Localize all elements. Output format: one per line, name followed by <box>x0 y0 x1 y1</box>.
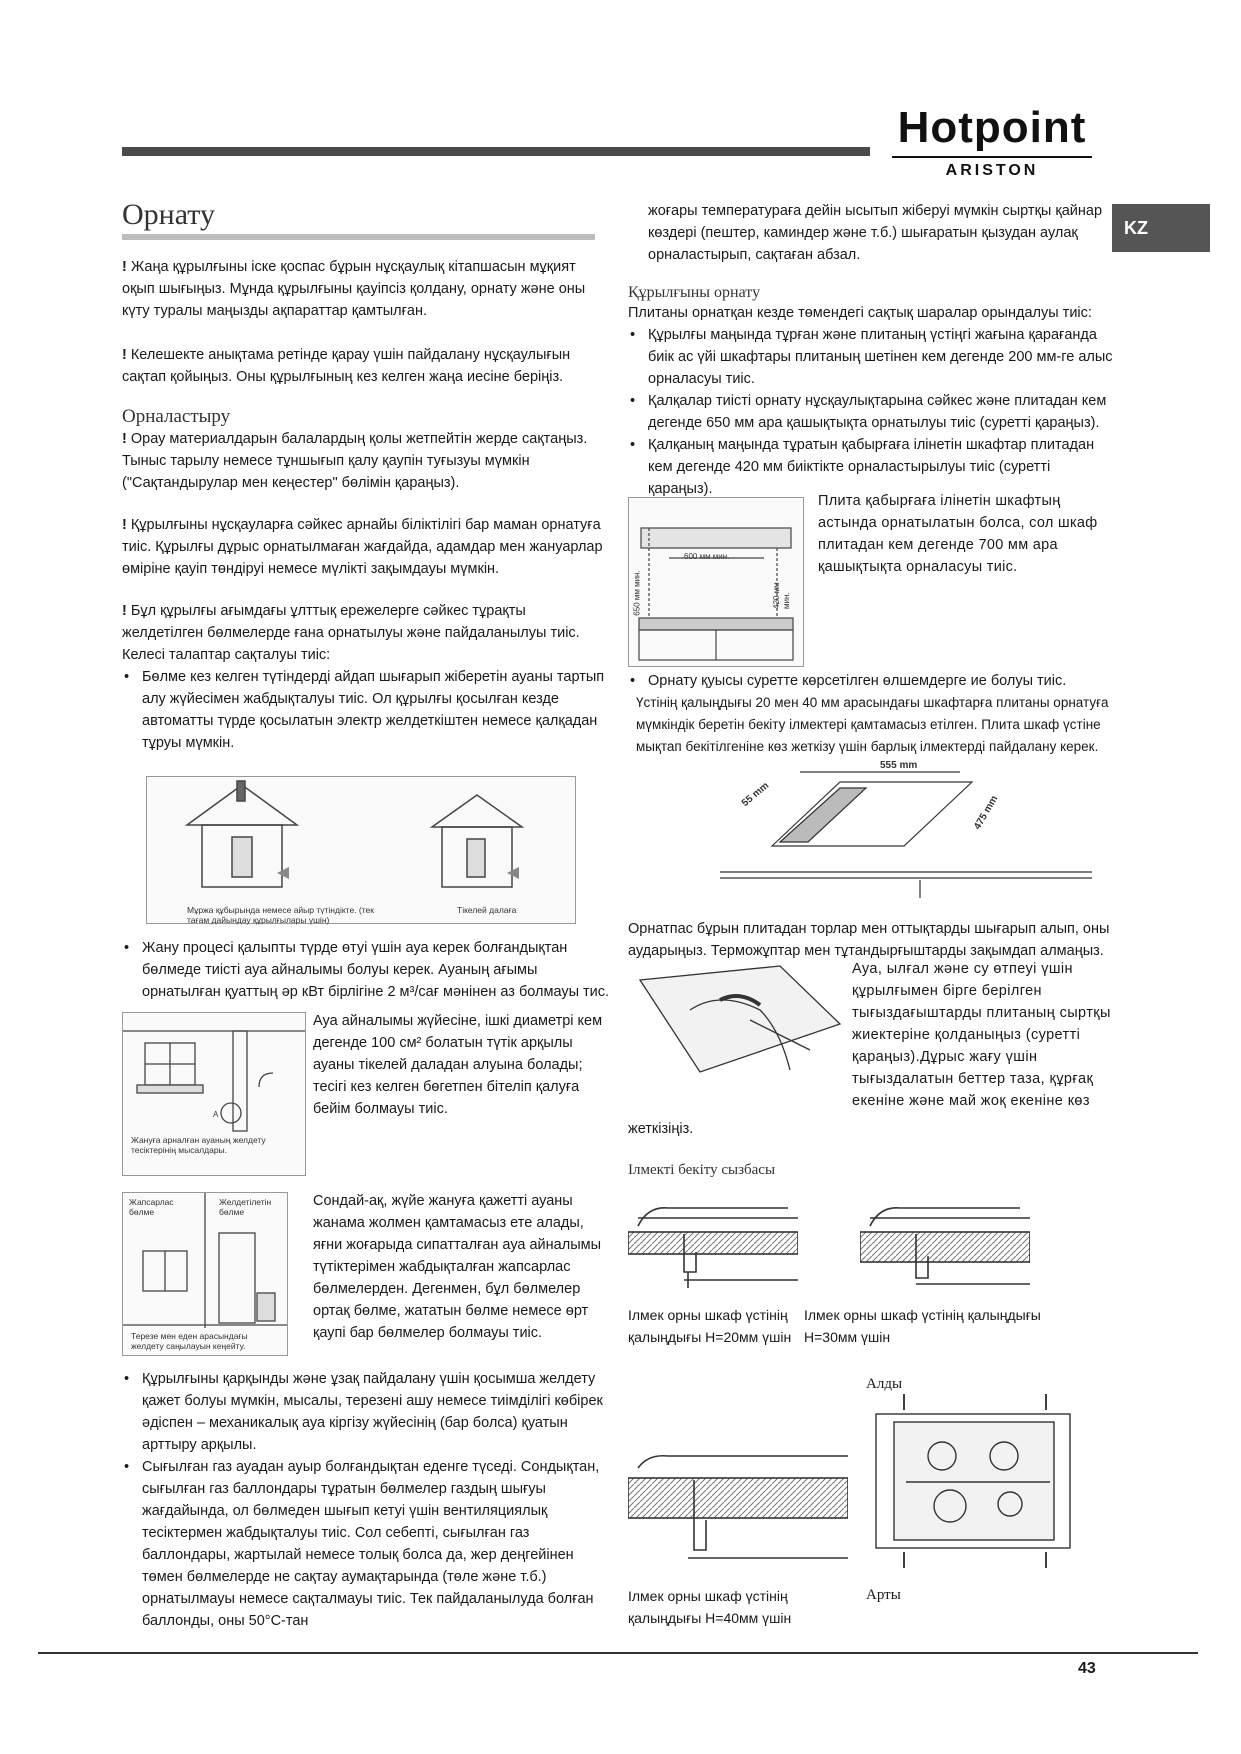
dim-555: 555 mm <box>880 760 918 771</box>
cutout-bullet: • Орнату қуысы суретте көрсетілген өлшемдерге ие болуы тиіс. <box>628 670 1118 692</box>
placement-2: ! Құрылғыны нұсқауларға сәйкес арнайы біліктілігі бар маман орнатуға тиіс. Құрылғы дұрыс орнатылмаған жағдайда, адамдар мен жануарлар өміріне қауіп төндіруі немесе мүлікті зақымдауы мүмкін. <box>122 517 603 577</box>
svg-text:A: A <box>213 1110 219 1119</box>
intro-2: ! Келешекте анықтама ретінде қарау үшін пайдалану нұсқаулығын сақтап қойыңыз. Оны құрылғының кез келген жаңа иесіне беріңіз. <box>122 347 571 385</box>
houses-diagram <box>147 777 575 923</box>
brand-name: Hotpoint <box>897 103 1087 152</box>
air-vent-figure <box>122 1012 306 1176</box>
wall-cabinet-text <box>818 490 1118 578</box>
clearance-figure <box>628 497 804 667</box>
hook-40-text: Ілмек орны шкаф үстінің қалыңдығы H=40мм үшін <box>628 1588 792 1626</box>
install-title: Құрылғыны орнату <box>628 284 761 301</box>
adjacent-room-figure <box>122 1192 288 1356</box>
intro-1: ! Жаңа құрылғыны іске қоспас бұрын нұсқаулық кітапшасын мұқият оқып шығыңыз. Мұнда құрылғыны қауіпсіз қолдану, орнату және оны күту туралы маңызды ақпараттар қамтылған. <box>122 259 586 319</box>
hook-diagram-20 <box>628 1196 798 1300</box>
install-bullet-1: • Құрылғы маңында тұрған және плитаның үстіңгі жағына қарағанда биік ас үйі шкафтары плитаның шетінен кем дегенде 200 мм-ге алыс орналасуы тиіс. <box>628 324 1118 390</box>
cutout-section <box>628 670 1118 758</box>
hook-title-block <box>628 1162 928 1179</box>
air-text <box>313 1010 610 1120</box>
hook-diagram-30 <box>860 1196 1030 1300</box>
placement-1: ! Орау материалдарын балалардың қолы жетпейтін жерде сақтаңыз. Тыныс тарылу немесе тұншығып қалу қаупін туғызуы мүмкін ("Сақтандырулар мен кеңестер" бөлімін қараңыз). <box>122 431 588 491</box>
hook-20-diagram <box>628 1196 798 1300</box>
hook-30-text: Ілмек орны шкаф үстінің қалыңдығы H=30мм үшін <box>804 1307 1041 1345</box>
dim-420: 420 мм мин. <box>772 582 791 609</box>
page-title <box>122 196 595 240</box>
hook-caption-20 <box>628 1304 798 1348</box>
brand-logo <box>872 103 1112 180</box>
placement-title: Орналастыру <box>122 406 231 427</box>
dim-650: 650 мм мин. <box>632 570 642 616</box>
install-bullet-3: • Қалқаның маңында тұратын қабырғаға ілінетін шкафтар плитадан кем дегенде 420 мм биіктікте орналастырылуы тиіс (суретті қараңыз). <box>628 434 1118 500</box>
seal-text-block <box>852 958 1118 1112</box>
bullet-4: • Сығылған газ ауадан ауыр болғандықтан еденге түседі. Сондықтан, сығылған газ баллондары тұратын бөлмелер газдың шығуы жағдайында, ол бөлмеден шығып кетуі үшін вентиляциялық тесіктермен жабдықталуы тиіс. Сол себепті, сығылған газ баллондары, жартылай немесе толық болса да, жер деңгейінен төмен бөлмелерде не сақтау аумақтарында (төле және т.б.) орнатылмауы немесе сақталмауы тиіс. Тек пайдаланылуда болған баллонды, оны 50°С-тан <box>122 1456 610 1632</box>
hook-20-text: Ілмек орны шкаф үстінің қалыңдығы H=20мм үшін <box>628 1307 792 1345</box>
language-tab <box>1112 204 1210 252</box>
dim-55: 55 mm <box>739 780 772 810</box>
dim-475: 475 mm <box>972 793 1001 832</box>
hook-caption-40 <box>628 1585 798 1629</box>
hob-bottom-diagram <box>870 1392 1076 1570</box>
hook-30-diagram <box>860 1196 1030 1300</box>
left-column <box>122 256 610 754</box>
before-install <box>628 918 1118 962</box>
hook-caption-30 <box>804 1304 1044 1348</box>
cutout-figure <box>720 760 1092 902</box>
fig3-caption-c: Терезе мен еден арасындағы желдету саңылауын кеңейту. <box>131 1331 248 1351</box>
cutout-text: Үстінің қалыңдығы 20 мен 40 мм арасындағы шкафтарға плитаны орнатуға мүмкіндік беретін бекіту ілмектері қамтамасыз етілген. Плита шкаф үстіне мықтап бекітілгеніне көз жеткізу үшін барлық ілмектерді пайдалану керек. <box>636 695 1109 754</box>
cutout-diagram <box>720 760 1092 902</box>
dim-600: 600 мм мин. <box>684 552 730 561</box>
hook-diagram-40 <box>628 1448 848 1588</box>
seal-end: жеткізіңіз. <box>628 1121 694 1137</box>
footer-rule <box>38 1652 1198 1654</box>
air-paragraph: Ауа айналымы жүйесіне, ішкі диаметрі кем дегенде 100 см² болатын түтік арқылы ауаны тікелей даладан алуына болады; тесігі кез келген бөгетпен бітеліп қалуға бейім болмауы тиіс. <box>313 1013 603 1117</box>
wall-cabinet-paragraph: Плита қабырғаға ілінетін шкафтың астында орнатылатын болса, сол шкаф плитадан кем дегенде 700 мм ара қашықтықта орналасуы тиіс. <box>818 493 1098 575</box>
ventilation-figure <box>146 776 576 924</box>
fig1-caption-a: Мұржа құбырында немесе айыр түтіндікте. (тек тағам дайындау құрылғылары үшін) <box>187 905 374 925</box>
right-column <box>628 200 1118 500</box>
continued-text: жоғары температураға дейін ысытып жіберуі мүмкін сыртқы қайнар көздері (пештер, каминдер және т.б.) шығаратын қызудан аулақ орналастырып, сақтаған абзал. <box>648 203 1103 263</box>
seal-text: Ауа, ылғал және су өтпеуі үшін құрылғымен бірге берілген тығыздағыштарды плитаның сыртқы жиектеріне қолданыңыз (суретті қараңыз).Дұрыс жағу үшін тығыздалатын беттер таза, құрғақ екеніне және май жоқ екеніне көз <box>852 961 1111 1109</box>
back-label: Арты <box>866 1587 901 1603</box>
hob-bottom-figure <box>870 1392 1076 1570</box>
hook-40-diagram <box>628 1448 848 1588</box>
also-paragraph: Сондай-ақ, жүйе жануға қажетті ауаны жанама жолмен қамтамасыз ете алады, яғни жоғарыда сипатталған ауа айналымы түтіктерімен жабдықталған жапсарлас бөлмелерден. Дегенмен, бұл бөлмелер ортақ бөлме, жататын бөлме немесе өрт қаупі бар бөлмелер болмауы тиіс. <box>313 1193 602 1341</box>
placement-3: ! Бұл құрылғы ағымдағы ұлттық ережелерге сәйкес тұрақты желдетілген бөлмелерде ғана орнатылуы және пайдаланылуы тиіс. Келесі талаптар сақталуы тиіс: <box>122 603 580 663</box>
header-bar <box>122 147 870 156</box>
front-label: Алды <box>866 1376 903 1392</box>
hook-title: Ілмекті бекіту сызбасы <box>628 1162 776 1178</box>
fig1-caption-b: Тікелей далаға <box>457 905 517 915</box>
left-column-2 <box>122 937 610 1003</box>
fig3-caption-b: Желдетілетін бөлме <box>219 1197 272 1217</box>
seal-end-block <box>628 1118 828 1140</box>
bullet-2: • Жану процесі қалыпты түрде өтуі үшін ауа керек болғандықтан бөлмеде тиісті ауа айналымы болуы керек. Ауаның ағымы орнатылған қуаттың әр кВт бірлігіне 2 м³/сағ мәнінен аз болмауы тис. <box>122 937 610 1003</box>
title-text: Орнату <box>122 198 215 231</box>
language-label: KZ <box>1124 218 1148 238</box>
before-text: Орнатпас бұрын плитадан торлар мен оттықтарды шығарып алып, оны аударыңыз. Терможұптар мен тұтандырғыштарды зақымдап алмаңыз. <box>628 921 1110 959</box>
fig3-caption-a: Жапсарлас бөлме <box>129 1197 174 1217</box>
page-number: 43 <box>1078 1660 1096 1677</box>
fig2-caption: Жануға арналған ауаның желдету тесіктерінің мысалдары. <box>131 1135 266 1155</box>
left-column-3 <box>122 1368 610 1632</box>
install-intro: Плитаны орнатқан кезде төмендегі сақтық шаралар орындалуы тиіс: <box>628 305 1092 321</box>
seal-diagram <box>630 960 844 1076</box>
bullet-3: • Құрылғыны қарқынды және ұзақ пайдалану үшін қосымша желдету қажет болуы мүмкін, мысалы, терезені ашу немесе тиімділігі көбірек әдіспен – механикалық ауа кіргізу жүйесінің (бар болса) қуатын арттыру арқылы. <box>122 1368 610 1456</box>
brand-sub: ARISTON <box>945 162 1039 179</box>
bullet-1: • Бөлме кез келген түтіндерді айдап шығарып жіберетін ауаны тартып алу жүйесімен жабдықталуы тиіс. Ол құрылғы қосылған кезде автоматты түрде қосылатын электр желдеткіштен немесе қалқадан тұруы мүмкін. <box>122 666 610 754</box>
install-bullet-2: • Қалқалар тиісті орнату нұсқаулықтарына сәйкес және плитадан кем дегенде 650 мм ара қашықтықта орнатылуы тиіс (суретті қараңыз). <box>628 390 1118 434</box>
seal-figure <box>630 960 844 1076</box>
also-text <box>313 1190 610 1344</box>
